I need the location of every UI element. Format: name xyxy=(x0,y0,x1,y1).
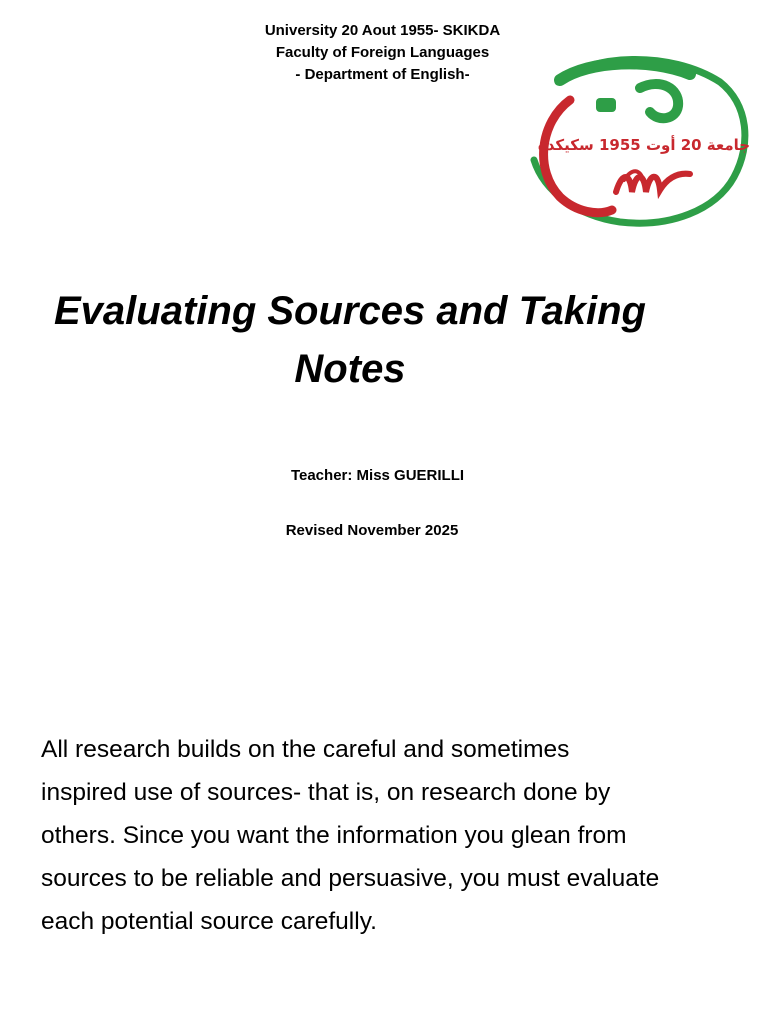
university-name: University 20 Aout 1955- SKIKDA xyxy=(264,22,501,39)
institution-header xyxy=(195,20,570,86)
faculty-name: Faculty of Foreign Languages xyxy=(275,44,490,61)
university-logo-icon xyxy=(520,52,752,228)
title-line-1: Evaluating Sources and Taking xyxy=(54,289,646,333)
logo-arabic-text: جامعة 20 أوت 1955 سكيكدة xyxy=(537,136,751,154)
paragraph-line: inspired use of sources- that is, on research done by xyxy=(41,779,611,806)
intro-paragraph xyxy=(41,728,741,943)
paragraph-line: sources to be reliable and persuasive, you must evaluate xyxy=(41,865,660,892)
paragraph-line: each potential source carefully. xyxy=(41,908,377,935)
document-title xyxy=(20,282,680,398)
title-line-2: Notes xyxy=(294,347,406,391)
department-name: - Department of English- xyxy=(295,66,470,83)
teacher-name: Teacher: Miss GUERILLI xyxy=(290,467,465,484)
paragraph-line: All research builds on the careful and sometimes xyxy=(41,736,570,763)
paragraph-line: others. Since you want the information you glean from xyxy=(41,822,627,849)
revision-date: Revised November 2025 xyxy=(285,522,459,539)
